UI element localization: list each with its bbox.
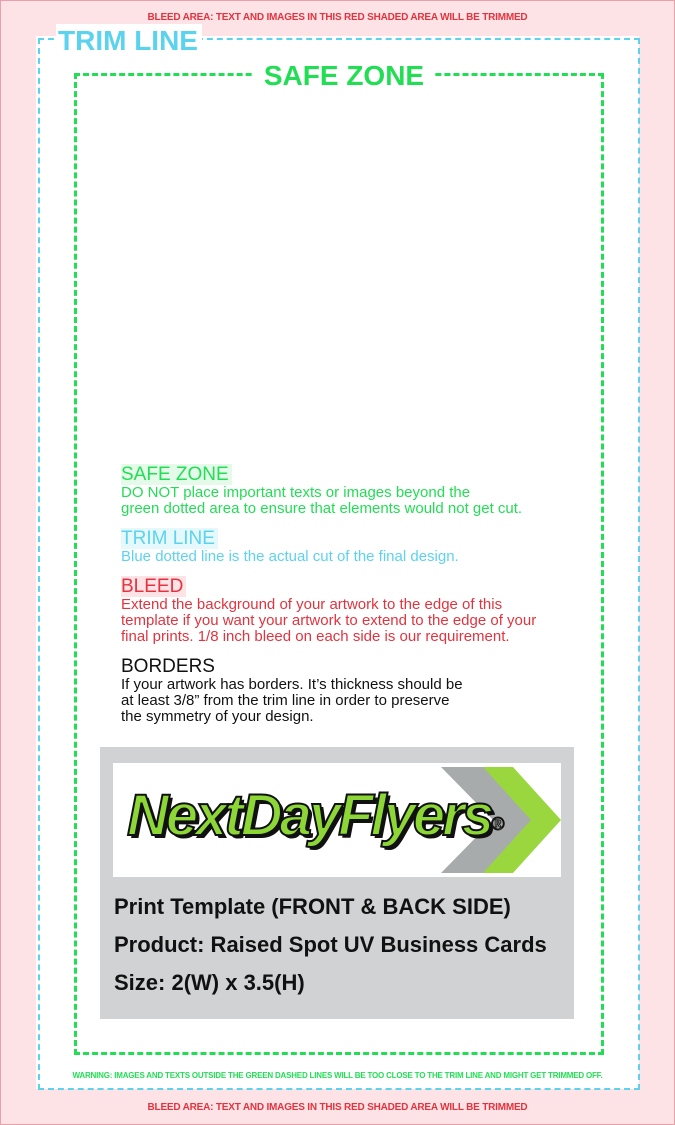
borders-info	[121, 656, 581, 725]
safe-zone-label: SAFE ZONE	[254, 58, 434, 94]
logo-wordmark	[127, 781, 504, 851]
bleed-line-2: template if you want your artwork to extend to the edge of your	[121, 612, 537, 629]
borders-heading: BORDERS	[121, 656, 215, 677]
trim-line-heading: TRIM LINE	[121, 528, 218, 549]
borders-line-2: at least 3/8” from the trim line in order to preserve	[121, 692, 450, 709]
safe-zone-heading: SAFE ZONE	[121, 464, 232, 485]
trim-line-label: TRIM LINE	[56, 24, 202, 58]
product-size: Size: 2(W) x 3.5(H)	[114, 970, 305, 995]
bleed-info	[121, 576, 581, 645]
warning-text: WARNING: IMAGES AND TEXTS OUTSIDE THE GREEN DASHED LINES WILL BE TOO CLOSE TO THE TRIM LINE AND MIGHT GET TRIMMED OFF.	[72, 1071, 603, 1080]
template-title: Print Template (FRONT & BACK SIDE)	[114, 894, 511, 919]
bleed-line-3: final prints. 1/8 inch bleed on each side is our requirement.	[121, 628, 510, 645]
safe-zone-line-2: green dotted area to ensure that elements would not get cut.	[121, 500, 523, 517]
bleed-heading: BLEED	[121, 576, 186, 597]
brand-logo	[113, 763, 561, 877]
trim-line-info	[121, 528, 581, 565]
logo-text: NextDayFlyers	[127, 783, 491, 848]
safe-zone-info	[121, 464, 581, 517]
product-name: Product: Raised Spot UV Business Cards	[114, 932, 547, 957]
trim-line-line-1: Blue dotted line is the actual cut of the final design.	[121, 548, 459, 565]
bleed-top-label: BLEED AREA: TEXT AND IMAGES IN THIS RED SHADED AREA WILL BE TRIMMED	[147, 12, 528, 23]
borders-line-3: the symmetry of your design.	[121, 708, 314, 725]
product-panel	[100, 747, 574, 1019]
safe-zone-line-1: DO NOT place important texts or images beyond the	[121, 484, 471, 501]
registered-mark: ®	[491, 814, 505, 834]
borders-line-1: If your artwork has borders. It’s thickness should be	[121, 676, 463, 693]
bleed-line-1: Extend the background of your artwork to the edge of this	[121, 596, 503, 613]
bleed-bottom-label: BLEED AREA: TEXT AND IMAGES IN THIS RED SHADED AREA WILL BE TRIMMED	[147, 1102, 528, 1113]
